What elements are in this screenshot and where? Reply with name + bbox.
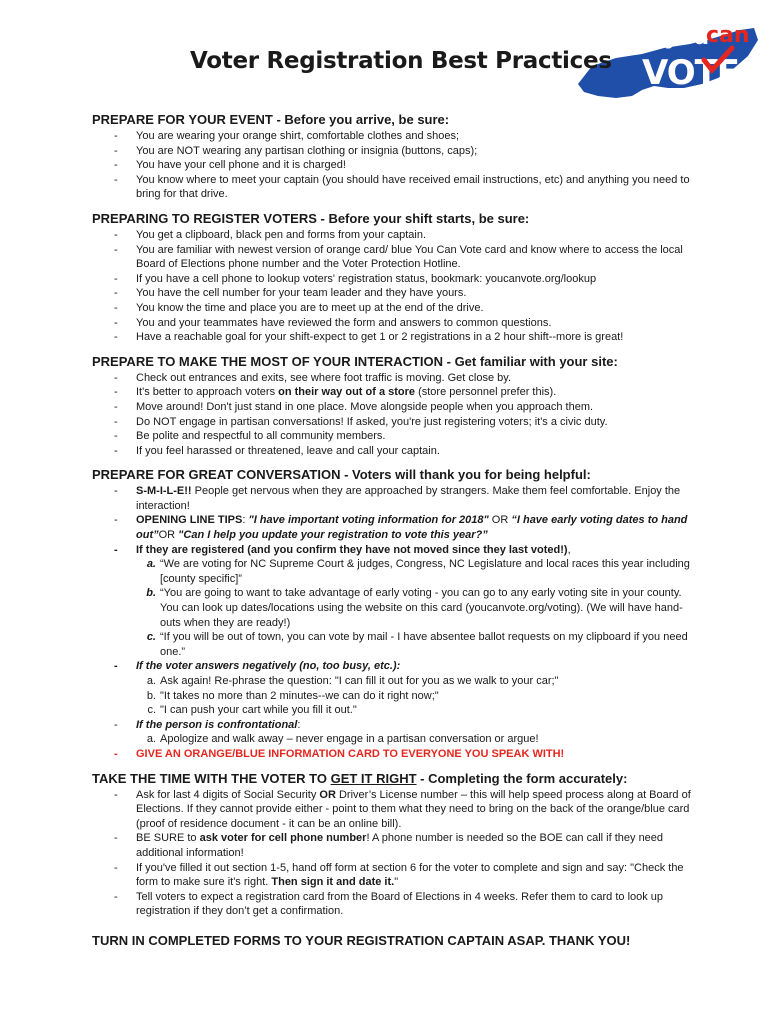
list-item: - You know where to meet your captain (you should have received email instructions, etc) and anything you need to bring for that drive.: [114, 173, 690, 201]
item-list: [92, 129, 692, 202]
list-item: - BE SURE to ask voter for cell phone number! A phone number is needed so the BOE can call if they need additional information!: [114, 832, 664, 859]
logo-can: can: [706, 23, 750, 48]
list-item: - You have your cell phone and it is charged!: [114, 159, 346, 172]
list-item: - Check out entrances and exits, see where foot traffic is moving. Get close by.: [114, 371, 511, 384]
item-list: [92, 484, 692, 761]
list-item: - Be polite and respectful to all community members.: [114, 430, 386, 443]
item-list: [92, 228, 692, 345]
list-item: - If you have a cell phone to lookup voters' registration status, bookmark: youcanvote.org/lookup: [114, 272, 597, 285]
sub-item: b. "It takes no more than 2 minutes--we can do it right now;": [146, 689, 439, 702]
list-item: - You are familiar with newest version of orange card/ blue You Can Vote card and know where to access the local Board of Elections phone number and the Voter Protection Hotline.: [114, 243, 683, 271]
item-list: [92, 788, 692, 919]
section-heading: TAKE THE TIME WITH THE VOTER TO GET IT RIGHT - Completing the form accurately:: [92, 770, 628, 786]
list-item: - Have a reachable goal for your shift-expect to get 1 or 2 registrations in a 2 hour shift--more is great!: [114, 331, 624, 344]
section-interaction: [92, 354, 692, 459]
list-item: - If you feel harassed or threatened, leave and call your captain.: [114, 444, 440, 457]
list-item: - It's better to approach voters on their way out of a store (store personnel prefer this).: [114, 386, 557, 399]
list-item: - Do NOT engage in partisan conversations! If asked, you're just registering voters; it's a civic duty.: [114, 415, 608, 428]
sub-item: a. Ask again! Re-phrase the question: "I can fill it out for you as we walk to your car;": [146, 675, 559, 687]
logo-you: you: [664, 25, 710, 50]
section-conversation: [92, 467, 692, 761]
list-item: - You are NOT wearing any partisan clothing or insignia (buttons, caps);: [114, 144, 478, 157]
section-form: [92, 771, 692, 919]
list-item: - If you've filled it out section 1-5, hand off form at section 6 for the voter to complete and sign and say: "Check the form to make sure it's right. Then sign it and date it.": [114, 861, 684, 889]
list-item: - Tell voters to expect a registration card from the Board of Elections in 4 weeks. Refer them to card to look up registration if they don’t get a confirmation.: [114, 890, 664, 918]
sub-item: b. “You are going to want to take advantage of early voting - you can go to any early voting site in your county. You can look up dates/locations using the website on this card (youcanvote.org/voting). (We will have hand-outs when they are ready!): [146, 587, 683, 629]
section-heading: PREPARING TO REGISTER VOTERS - Before your shift starts, be sure:: [92, 210, 530, 226]
list-item-negative: - If the voter answers negatively (no, too busy, etc.): a. Ask again! Re-phrase the question: "I can fill it out for you as we walk to your car;" b. "It takes no more than 2 minutes--we can do it right now;" c. "I can push your cart while you fill it out.": [92, 659, 692, 717]
list-item: - You have the cell number for your team leader and they have yours.: [114, 287, 467, 300]
list-item-smile: - S-M-I-L-E!! People get nervous when they are approached by strangers. Make them feel comfortable. Enjoy the interaction!: [114, 485, 681, 512]
item-list: [92, 371, 692, 459]
section-prepare-event: [92, 112, 692, 202]
sub-item: a. “We are voting for NC Supreme Court & judges, Congress, NC Legislature and local races this year including [county specific]”: [146, 558, 690, 585]
list-item-confrontational: - If the person is confrontational: a. Apologize and walk away – never engage in a partisan conversation or argue!: [92, 718, 692, 747]
sub-item: a. Apologize and walk away – never engage in a partisan conversation or argue!: [146, 733, 539, 746]
sub-list: [136, 557, 692, 659]
list-item: - You and your teammates have reviewed the form and answers to common questions.: [114, 316, 552, 329]
list-item: - You know the time and place you are to meet up at the end of the drive.: [114, 301, 484, 314]
list-item: - Ask for last 4 digits of Social Security OR Driver’s License number – this will help speed process along at Board of Elections. If they cannot provide either - point to them what they need to bring on the back of the orange/blue card (proof of residence document - it can be an online bill).: [114, 788, 691, 830]
list-item: - You are wearing your orange shirt, comfortable clothes and shoes;: [114, 130, 460, 142]
footer-note: TURN IN COMPLETED FORMS TO YOUR REGISTRATION CAPTAIN ASAP. THANK YOU!: [92, 932, 631, 948]
sub-list: [136, 732, 692, 747]
page-title: Voter Registration Best Practices: [190, 48, 612, 74]
list-item: - Move around! Don't just stand in one place. Move alongside people when you approach them.: [114, 400, 594, 413]
logo-vote: VOTE: [642, 53, 740, 93]
document-body: [92, 112, 692, 948]
list-item-opening-tips: - OPENING LINE TIPS: "I have important voting information for 2018" OR “I have early voting dates to hand out”OR "Can I help you update your registration to vote this year?”: [114, 514, 688, 542]
sub-item: c. “If you will be out of town, you can vote by mail - I have absentee ballot requests on my clipboard if you need one.”: [146, 631, 688, 658]
section-preparing-register: [92, 211, 692, 345]
section-heading: PREPARE FOR YOUR EVENT - Before you arrive, be sure:: [92, 112, 450, 127]
list-item: - You get a clipboard, black pen and forms from your captain.: [114, 228, 427, 241]
sub-list: [136, 674, 692, 718]
section-heading: PREPARE FOR GREAT CONVERSATION - Voters will thank you for being helpful:: [92, 467, 591, 483]
sub-item: c. "I can push your cart while you fill it out.": [147, 704, 357, 717]
section-heading: PREPARE TO MAKE THE MOST OF YOUR INTERACTION - Get familiar with your site:: [92, 353, 618, 369]
list-item-registered: - If they are registered (and you confirm they have not moved since they last voted!), a. “We are voting for NC Supreme Court & judges, Congress, NC Legislature and local races this year including [county specific]” b. “You are going to want to take advantage of early voting - you can go to any early voting site in your county. You can look up dates/locations using the website on this card (youcanvote.org/voting). (We will have hand-outs when they are ready!) c. “If you will be out of town, you can vote by mail - I have absentee ballot requests on my clipboard if you need one.”: [92, 543, 692, 660]
list-item-give-card: - GIVE AN ORANGE/BLUE INFORMATION CARD TO EVERYONE YOU SPEAK WITH!: [114, 747, 565, 760]
